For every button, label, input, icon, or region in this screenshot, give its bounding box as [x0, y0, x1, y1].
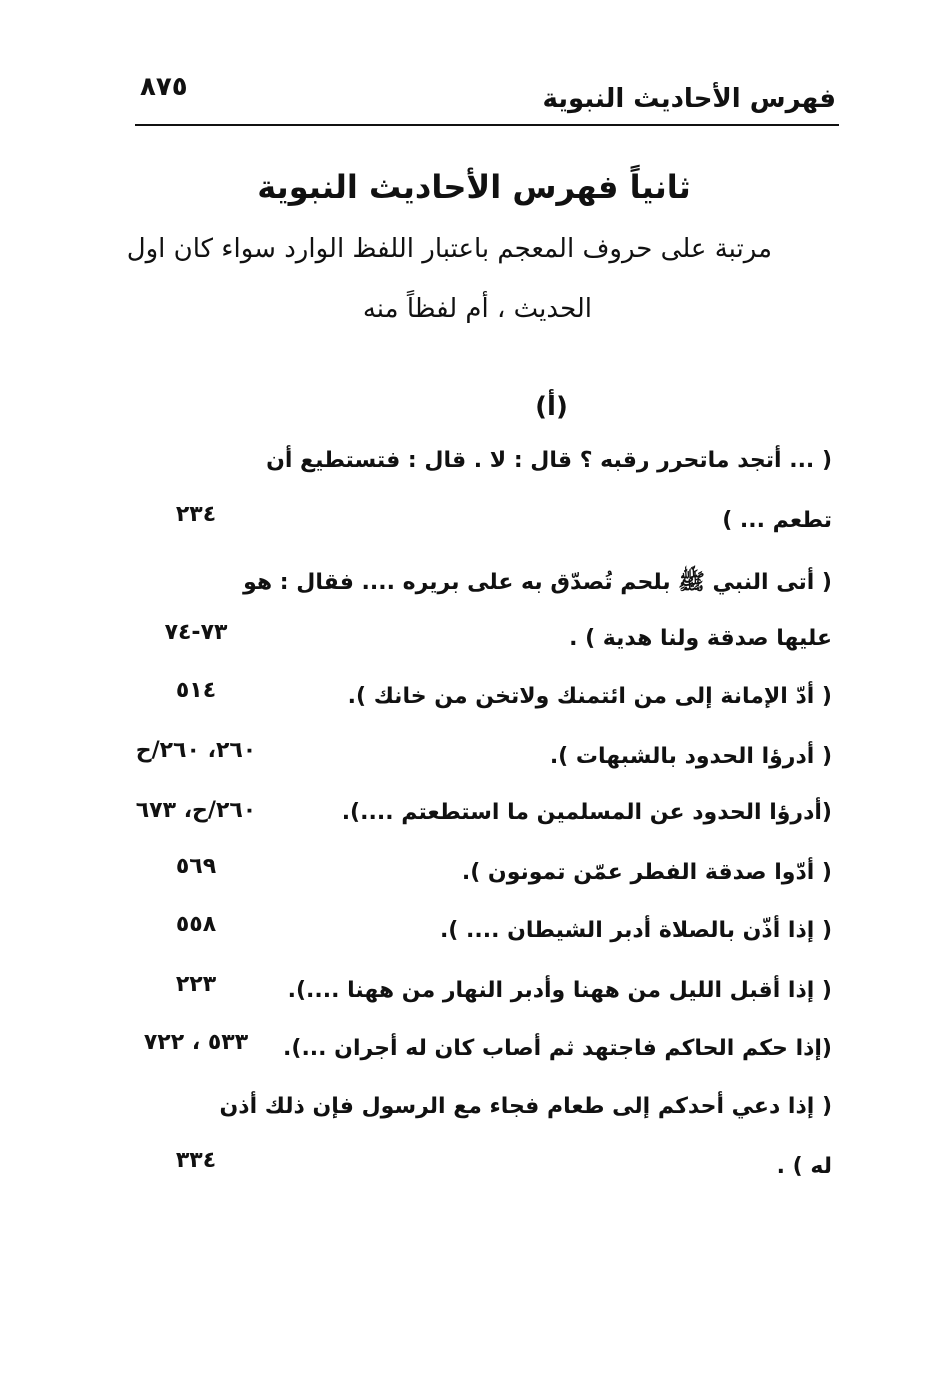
- page-reference: ٣٣٤: [175, 1148, 217, 1173]
- page-reference: ٢٦٠، ٢٦٠/ح: [135, 738, 257, 763]
- page-reference: ٥٥٨: [175, 912, 217, 937]
- section-title: ثانياً فهرس الأحاديث النبوية: [257, 168, 691, 206]
- page-reference: ٢٦٠/ح، ٦٧٣: [135, 798, 257, 823]
- running-title: فهرس الأحاديث النبوية: [542, 84, 836, 114]
- section-subtitle-line-2: الحديث ، أم لفظاً منه: [362, 294, 592, 324]
- hadith-text-line: ( ... أتجد ماتحرر رقبه ؟ قال : لا . قال : فتستطيع أن: [266, 448, 832, 473]
- page-reference: ٥٦٩: [175, 854, 217, 879]
- page-reference: ٢٣٤: [175, 502, 217, 527]
- section-subtitle-line-1: مرتبة على حروف المعجم باعتبار اللفظ الوارد سواء كان اول: [126, 234, 772, 264]
- letter-heading: (أ): [535, 392, 568, 422]
- page-reference: ٥١٤: [175, 678, 217, 703]
- hadith-text-line: (أدرؤا الحدود عن المسلمين ما استطعتم ....).: [341, 800, 832, 825]
- header-rule: [135, 124, 839, 126]
- hadith-text-line: ( أدّوا صدقة الفطر عمّن تمونون ).: [461, 860, 832, 885]
- hadith-text-line: ( أتى النبي ﷺ بلحم تُصدّق به على بريره .... فقال : هو: [243, 570, 832, 595]
- hadith-text-line: عليها صدقة ولنا هدية ) .: [569, 626, 832, 651]
- page-number: ٨٧٥: [140, 72, 188, 102]
- page-reference: ٢٢٣: [175, 972, 217, 997]
- hadith-text-line: (إذا حكم الحاكم فاجتهد ثم أصاب كان له أجران ...).: [283, 1036, 832, 1061]
- hadith-text-line: ( إذا أقبل الليل من ههنا وأدبر النهار من ههنا ....).: [287, 978, 832, 1003]
- hadith-text-line: ( إذا دعي أحدكم إلى طعام فجاء مع الرسول فإن ذلك أذن: [219, 1094, 832, 1119]
- hadith-text-line: ( أدرؤا الحدود بالشبهات ).: [549, 744, 832, 769]
- hadith-text-line: ( أدّ الإمانة إلى من ائتمنك ولاتخن من خانك ).: [347, 684, 832, 709]
- page-reference: ٧٣-٧٤: [164, 620, 228, 645]
- page-reference: ٥٣٣ ، ٧٢٢: [143, 1030, 249, 1055]
- hadith-text-line: تطعم ... ): [722, 508, 832, 533]
- hadith-text-line: له ) .: [776, 1154, 832, 1179]
- hadith-text-line: ( إذا أذّن بالصلاة أدبر الشيطان .... ).: [439, 918, 832, 943]
